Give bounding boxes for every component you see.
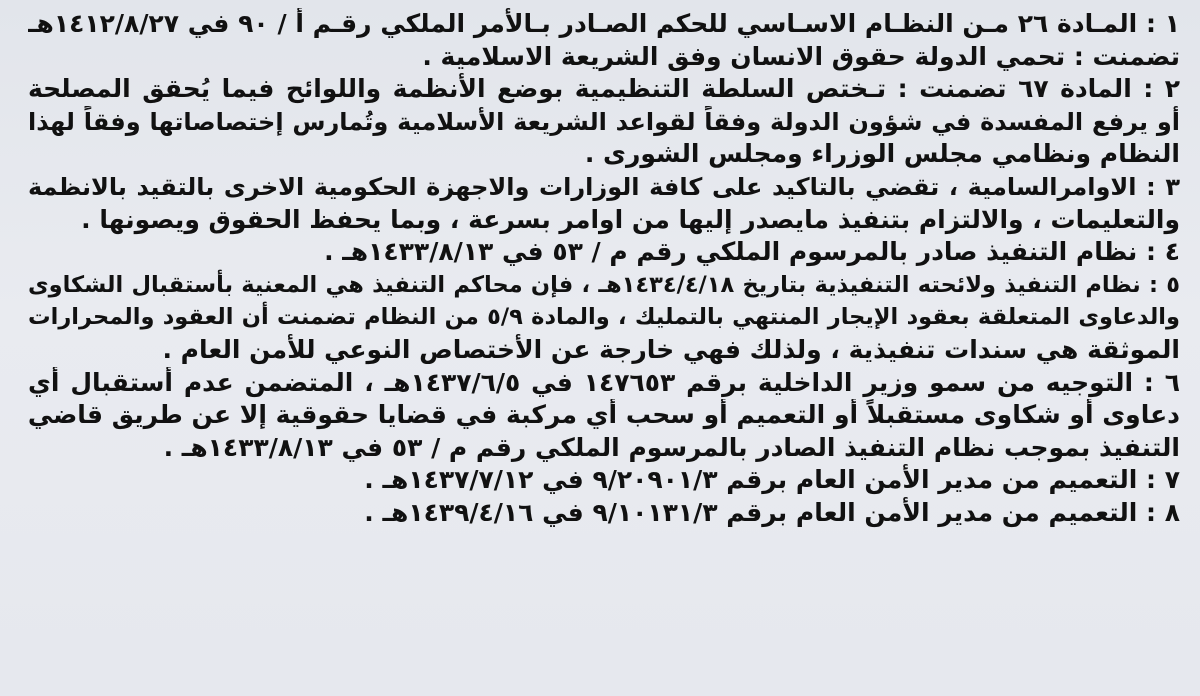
list-item-8 [28,497,1180,530]
list-item-4 [28,236,1180,269]
document-text [28,8,1180,530]
item-5-line-1: ٥ : نظام التنفيذ ولائحته التنفيذية بتاريخ ١٤٣٤/٤/١٨هـ ، فإن محاكم التنفيذ هي المعنية بأستقبال الشكاوى [28,271,1180,298]
item-1-line-1: ١ : المـادة ٢٦ مـن النظـام الاسـاسي للحكم الصـادر بـالأمر الملكي رقـم أ / ٩٠ في ١٤١٢/٨/٢٧هـ [28,9,1180,38]
item-2-line-1: ٢ : المادة ٦٧ تضمنت : تـختص السلطة التنظيمية بوضع الأنظمة واللوائح فيما يُحقق المصلحة [28,74,1180,104]
item-2-line-3: النظام ونظامي مجلس الوزراء ومجلس الشورى . [584,139,1180,169]
item-4-line-1: ٤ : نظام التنفيذ صادر بالمرسوم الملكي رقم م / ٥٣ في ١٤٣٣/٨/١٣هـ . [324,237,1180,267]
item-7-line-1: ٧ : التعميم من مدير الأمن العام برقم ٩/٢٠٩٠١/٣ في ١٤٣٧/٧/١٢هـ . [364,465,1180,495]
list-item-1 [28,8,1180,73]
item-8-line-1: ٨ : التعميم من مدير الأمن العام برقم ٩/١٠١٣١/٣ في ١٤٣٩/٤/١٦هـ . [364,497,1180,527]
list-item-5 [28,269,1180,367]
item-3-line-2: والتعليمات ، والالتزام بتنفيذ مايصدر إليها من اوامر بسرعة ، وبما يحفظ الحقوق ويصونها . [81,204,1180,234]
item-5-line-3: الموثقة هي سندات تنفيذية ، ولذلك فهي خارجة عن الأختصاص النوعي للأمن العام . [162,334,1180,364]
list-item-3 [28,171,1180,236]
list-item-2 [28,73,1180,171]
list-item-7 [28,464,1180,497]
item-6-line-3: التنفيذ بموجب نظام التنفيذ الصادر بالمرسوم الملكي رقم م / ٥٣ في ١٤٣٣/٨/١٣هـ . [163,432,1180,462]
item-6-line-2: دعاوى أو شكاوى مستقبلاً أو التعميم أو سحب أي مركبة في قضايا حقوقية إلا عن طريق قاضي [28,400,1180,430]
item-3-line-1: ٣ : الاوامرالسامية ، تقضي بالتاكيد على كافة الوزارات والاجهزة الحكومية الاخرى بالتقيد بالانظمة [28,172,1180,201]
item-6-line-1: ٦ : التوجيه من سمو وزير الداخلية برقم ١٤٧٦٥٣ في ١٤٣٧/٦/٥هـ ، المتضمن عدم أستقبال أي [28,367,1180,397]
item-1-line-2: تضمنت : تحمي الدولة حقوق الانسان وفق الشريعة الاسلامية . [422,41,1180,71]
item-2-line-2: أو يرفع المفسدة في شؤون الدولة وفقاً لقواعد الشريعة الأسلامية وتُمارس إختصاصاتها وفقاً لهذا [28,107,1180,136]
list-item-6 [28,367,1180,465]
item-5-line-2: والدعاوى المتعلقة بعقود الإيجار المنتهي بالتمليك ، والمادة ٥/٩ من النظام تضمنت أن العقود والمحرارات [28,304,1180,331]
